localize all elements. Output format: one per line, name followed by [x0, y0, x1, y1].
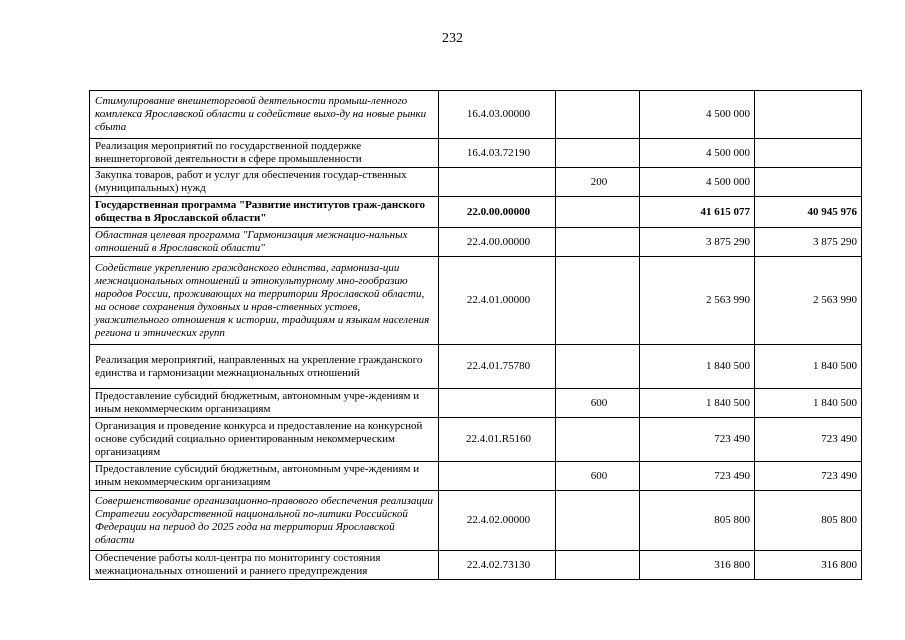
row-type-cell — [556, 91, 640, 139]
table-row — [90, 168, 862, 197]
row-type-cell — [556, 139, 640, 168]
table-row — [90, 228, 862, 257]
row-name-cell: Предоставление субсидий бюджетным, автономным учре-ждениям и иным некоммерческим организациям — [90, 389, 439, 418]
row-value-2-cell: 3 875 290 — [755, 228, 862, 257]
row-value-2-cell: 723 490 — [755, 418, 862, 462]
row-name-cell: Стимулирование внешнеторговой деятельности промыш-ленного комплекса Ярославской области и содействие выхо-ду на новые рынки сбыта — [90, 91, 439, 139]
row-value-1-cell: 723 490 — [640, 462, 755, 491]
table-row — [90, 345, 862, 389]
table-row — [90, 551, 862, 580]
row-name-cell: Областная целевая программа "Гармонизация межнацио-нальных отношений в Ярославской области" — [90, 228, 439, 257]
row-type-cell — [556, 345, 640, 389]
row-code-cell: 16.4.03.00000 — [439, 91, 556, 139]
row-type-cell — [556, 197, 640, 228]
row-value-1-cell: 805 800 — [640, 491, 755, 551]
row-value-1-cell: 4 500 000 — [640, 139, 755, 168]
row-name-cell: Реализация мероприятий по государственной поддержке внешнеторговой деятельности в сфере промышленности — [90, 139, 439, 168]
row-value-1-cell: 316 800 — [640, 551, 755, 580]
table-row — [90, 91, 862, 139]
row-value-2-cell: 40 945 976 — [755, 197, 862, 228]
row-value-1-cell: 723 490 — [640, 418, 755, 462]
page-number: 232 — [442, 31, 463, 46]
row-name-cell: Содействие укреплению гражданского единства, гармониза-ции межнациональных отношений и этнокультурному мно-гообразию народов России, проживающих на территории Ярославской области, на основе сохранения духовных и нрав-ственных устоев, уважительного отношения к истории, традициям и языкам населения региона и этнических групп — [90, 257, 439, 345]
row-code-cell: 22.4.02.00000 — [439, 491, 556, 551]
budget-table-body — [90, 91, 862, 580]
row-value-1-cell: 1 840 500 — [640, 345, 755, 389]
row-value-1-cell: 3 875 290 — [640, 228, 755, 257]
row-code-cell: 22.4.02.73130 — [439, 551, 556, 580]
row-name-cell: Организация и проведение конкурса и предоставление на конкурсной основе субсидий социально ориентированным некоммерческим организациям — [90, 418, 439, 462]
row-value-2-cell: 805 800 — [755, 491, 862, 551]
row-code-cell — [439, 168, 556, 197]
row-type-cell: 600 — [556, 462, 640, 491]
row-value-2-cell — [755, 91, 862, 139]
row-code-cell — [439, 462, 556, 491]
row-name-cell: Закупка товаров, работ и услуг для обеспечения государ-ственных (муниципальных) нужд — [90, 168, 439, 197]
row-value-2-cell: 1 840 500 — [755, 389, 862, 418]
row-value-1-cell: 4 500 000 — [640, 91, 755, 139]
row-name-cell: Обеспечение работы колл-центра по мониторингу состояния межнациональных отношений и раннего предупреждения — [90, 551, 439, 580]
row-type-cell — [556, 257, 640, 345]
row-type-cell — [556, 491, 640, 551]
row-code-cell: 22.4.01.75780 — [439, 345, 556, 389]
table-row — [90, 462, 862, 491]
table-row — [90, 389, 862, 418]
table-row — [90, 491, 862, 551]
row-name-cell: Государственная программа "Развитие институтов граж-данского общества в Ярославской области" — [90, 197, 439, 228]
row-code-cell: 22.4.01.R5160 — [439, 418, 556, 462]
row-value-2-cell — [755, 168, 862, 197]
row-code-cell: 22.4.00.00000 — [439, 228, 556, 257]
row-value-2-cell: 2 563 990 — [755, 257, 862, 345]
row-type-cell: 600 — [556, 389, 640, 418]
row-code-cell: 16.4.03.72190 — [439, 139, 556, 168]
row-type-cell: 200 — [556, 168, 640, 197]
row-value-1-cell: 41 615 077 — [640, 197, 755, 228]
row-value-2-cell: 316 800 — [755, 551, 862, 580]
row-type-cell — [556, 551, 640, 580]
row-code-cell: 22.4.01.00000 — [439, 257, 556, 345]
row-value-2-cell: 723 490 — [755, 462, 862, 491]
table-row — [90, 418, 862, 462]
row-value-2-cell: 1 840 500 — [755, 345, 862, 389]
row-name-cell: Предоставление субсидий бюджетным, автономным учре-ждениям и иным некоммерческим организациям — [90, 462, 439, 491]
table-row — [90, 139, 862, 168]
row-value-1-cell: 2 563 990 — [640, 257, 755, 345]
row-value-1-cell: 4 500 000 — [640, 168, 755, 197]
table-row — [90, 197, 862, 228]
row-code-cell — [439, 389, 556, 418]
row-code-cell: 22.0.00.00000 — [439, 197, 556, 228]
row-name-cell: Реализация мероприятий, направленных на укрепление гражданского единства и гармонизации межнациональных отношений — [90, 345, 439, 389]
table-row — [90, 257, 862, 345]
row-value-2-cell — [755, 139, 862, 168]
row-value-1-cell: 1 840 500 — [640, 389, 755, 418]
row-type-cell — [556, 418, 640, 462]
row-type-cell — [556, 228, 640, 257]
row-name-cell: Совершенствование организационно-правового обеспечения реализации Стратегии государственной национальной по-литики Российской Федерации на период до 2025 года на территории Ярославской области — [90, 491, 439, 551]
budget-table — [89, 90, 862, 580]
